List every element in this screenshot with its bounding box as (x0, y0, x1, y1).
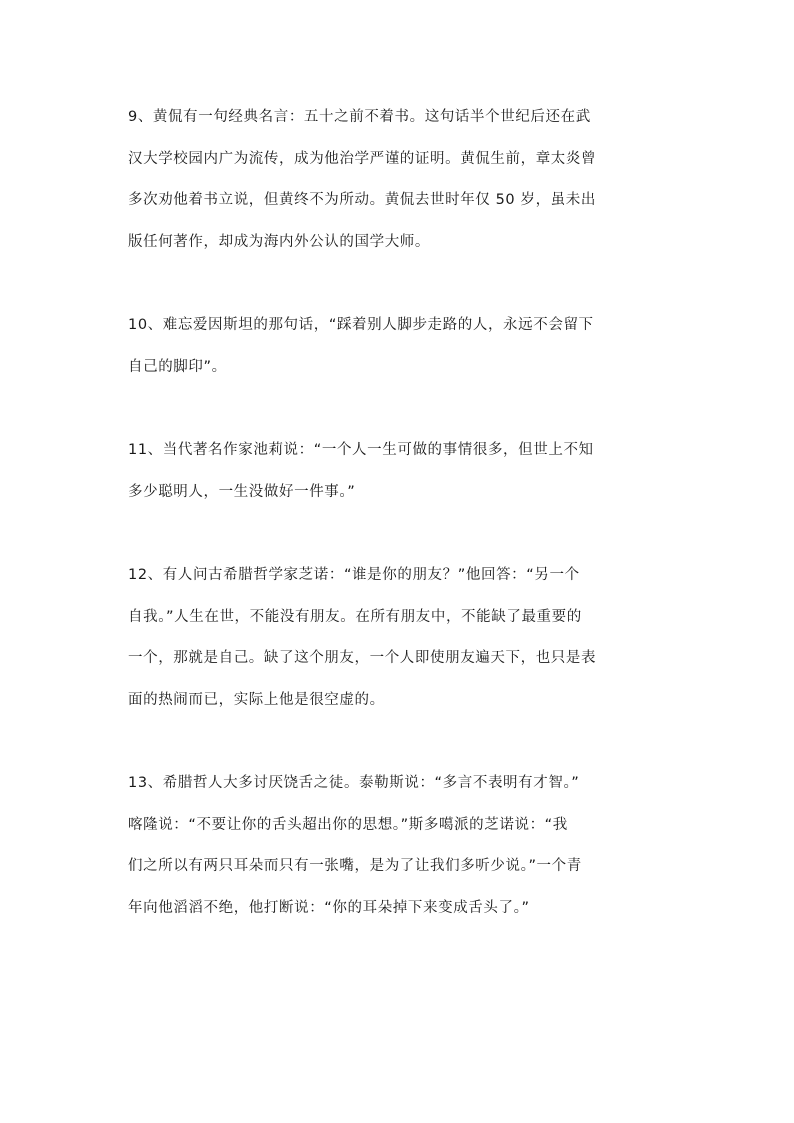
paragraph-line: 多少聪明人，一生没做好一件事。” (128, 483, 356, 500)
paragraph-9 (128, 97, 668, 263)
paragraph-line: 13、希腊哲人大多讨厌饶舌之徒。泰勒斯说：“多言不表明有才智。” (128, 775, 580, 791)
paragraph-line: 面的热闹而已，实际上他是很空虚的。 (128, 691, 385, 708)
paragraph-line: 11、当代著名作家池莉说：“一个人一生可做的事情很多，但世上不知 (128, 442, 594, 458)
paragraph-line: 多次劝他着书立说，但黄终不为所动。黄侃去世时年仅 50 岁，虽未出 (128, 192, 596, 208)
paragraph-11 (128, 430, 668, 513)
paragraph-line: 汉大学校园内广为流传，成为他治学严谨的证明。黄侃生前，章太炎曾 (128, 150, 597, 167)
paragraph-line: 年向他滔滔不绝，他打断说：“你的耳朵掉下来变成舌头了。” (128, 899, 530, 916)
paragraph-line: 9、黄侃有一句经典名言：五十之前不着书。这句话半个世纪后还在武 (128, 109, 591, 125)
paragraph-line: 自己的脚印”。 (128, 358, 227, 375)
paragraph-12 (128, 555, 668, 721)
paragraph-line: 喀隆说：“不要让你的舌头超出你的思想。”斯多噶派的芝诺说：“我 (128, 816, 568, 833)
paragraph-line: 12、有人问古希腊哲学家芝诺：“谁是你的朋友？”他回答：“另一个 (128, 567, 580, 583)
paragraph-10 (128, 305, 668, 388)
paragraph-line: 版任何著作，却成为海内外公认的国学大师。 (128, 233, 430, 250)
paragraph-line: 们之所以有两只耳朵而只有一张嘴，是为了让我们多听少说。”一个青 (128, 858, 582, 874)
paragraph-line: 10、难忘爱因斯坦的那句话，“踩着别人脚步走路的人，永远不会留下 (128, 317, 594, 333)
paragraph-line: 自我。”人生在世，不能没有朋友。在所有朋友中，不能缺了最重要的 (128, 608, 582, 625)
paragraph-13 (128, 763, 668, 929)
paragraph-line: 一个，那就是自己。缺了这个朋友，一个人即使朋友遍天下，也只是表 (128, 650, 597, 666)
